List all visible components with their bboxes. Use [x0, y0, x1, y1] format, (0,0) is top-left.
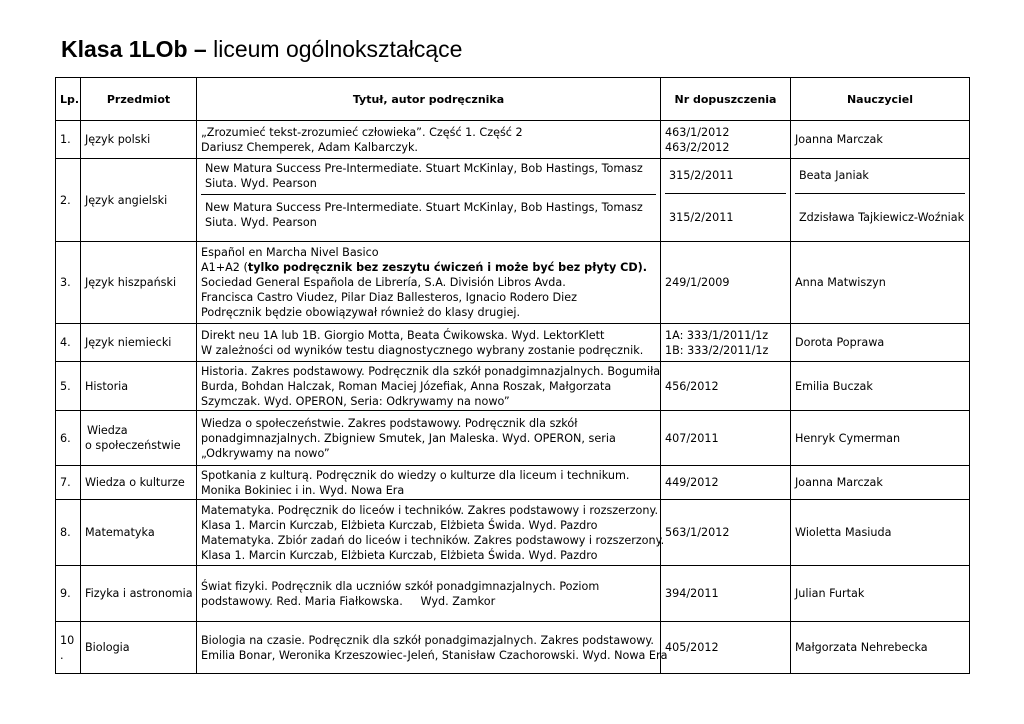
book-line: Sociedad General Española de Librería, S.A. División Libros Avda. — [201, 276, 566, 289]
row-teacher: Anna Matwiszyn — [791, 242, 970, 324]
book-line: Świat fizyki. Podręcznik dla uczniów szkół ponadgimnazjalnych. Poziom — [201, 579, 600, 593]
row-teacher: Joanna Marczak — [791, 466, 970, 500]
table-row — [56, 159, 970, 242]
row-book — [197, 466, 661, 500]
row-teacher: Małgorzata Nehrebecka — [791, 622, 970, 674]
book-line: „Zrozumieć tekst-zrozumieć człowieka”. Część 1. Część 2 — [201, 125, 523, 139]
book-line: ponadgimnazjalnych. Zbigniew Smutek, Jan Maleska. Wyd. OPERON, seria — [201, 431, 616, 445]
header-nr: Nr dopuszczenia — [661, 78, 791, 121]
table-row — [56, 324, 970, 362]
book-line: Szymczak. Wyd. OPERON, Seria: Odkrywamy na nowo” — [201, 394, 510, 408]
row-subject: Historia — [81, 362, 197, 411]
row-lp: 5. — [56, 362, 81, 411]
subject-line: o społeczeństwie — [85, 439, 181, 452]
book-subcell — [201, 160, 656, 194]
row-subject: Fizyka i astronomia — [81, 566, 197, 622]
row-teacher: Henryk Cymerman — [791, 411, 970, 466]
book-line: W zależności od wyników testu diagnostycznego wybrany zostanie podręcznik. — [201, 343, 644, 357]
row-nr — [661, 324, 791, 362]
table-row — [56, 411, 970, 466]
row-lp: 3. — [56, 242, 81, 324]
row-teacher: Wioletta Masiuda — [791, 500, 970, 566]
row-teacher — [791, 159, 970, 242]
book-line: podstawowy. Red. Maria Fiałkowska. Wyd. Zamkor — [201, 594, 496, 608]
page-title-school-type: liceum ogólnokształcące — [213, 36, 463, 62]
row-nr: 563/1/2012 — [661, 500, 791, 566]
table-row — [56, 242, 970, 324]
page-title-class: Klasa 1LOb – — [61, 36, 207, 62]
book-line: New Matura Success Pre-Intermediate. Stuart McKinlay, Bob Hastings, Tomasz Siuta. Wyd. Pearson — [205, 200, 643, 229]
textbook-table — [55, 77, 970, 674]
book-line: Direkt neu 1A lub 1B. Giorgio Motta, Beata Ćwikowska. Wyd. LektorKlett — [201, 328, 605, 342]
table-row — [56, 362, 970, 411]
table-row — [56, 500, 970, 566]
row-lp: 7. — [56, 466, 81, 500]
nr-subcell: 315/2/2011 — [665, 193, 786, 241]
row-subject: Język niemiecki — [81, 324, 197, 362]
row-teacher: Joanna Marczak — [791, 121, 970, 159]
table-row — [56, 466, 970, 500]
row-lp: 6. — [56, 411, 81, 466]
row-teacher: Emilia Buczak — [791, 362, 970, 411]
book-line: Burda, Bohdan Halczak, Roman Maciej Józefiak, Anna Roszak, Małgorzata — [201, 379, 612, 393]
row-nr — [661, 159, 791, 242]
nr-line: 463/1/2012 — [665, 125, 730, 139]
nr-subcell: 315/2/2011 — [669, 169, 734, 182]
row-nr: 405/2012 — [661, 622, 791, 674]
book-line-bold-note: tylko podręcznik bez zeszytu ćwiczeń i może być bez płyty CD). — [247, 261, 648, 274]
row-book — [197, 242, 661, 324]
row-subject: Matematyka — [81, 500, 197, 566]
row-nr: 394/2011 — [661, 566, 791, 622]
table-row — [56, 121, 970, 159]
teacher-subcell: Beata Janiak — [799, 169, 869, 182]
book-line: Wiedza o społeczeństwie. Zakres podstawowy. Podręcznik dla szkół — [201, 416, 578, 430]
book-line: Podręcznik będzie obowiązywał również do klasy drugiej. — [201, 306, 521, 319]
table-row — [56, 622, 970, 674]
nr-line: 1A: 333/1/2011/1z — [665, 328, 769, 342]
book-line: Spotkania z kulturą. Podręcznik do wiedzy o kulturze dla liceum i technikum. — [201, 468, 630, 482]
row-subject: Język hiszpański — [81, 242, 197, 324]
row-nr: 249/1/2009 — [661, 242, 791, 324]
row-book — [197, 121, 661, 159]
lp-line: 10 — [60, 633, 75, 647]
row-lp: 8. — [56, 500, 81, 566]
row-nr: 407/2011 — [661, 411, 791, 466]
row-subject — [81, 411, 197, 466]
book-line: Klasa 1. Marcin Kurczab, Elżbieta Kurczab, Elżbieta Świda. Wyd. Pazdro — [201, 518, 598, 532]
row-subject: Wiedza o kulturze — [81, 466, 197, 500]
book-line: Biologia na czasie. Podręcznik dla szkół ponadgimazjalnych. Zakres podstawowy. — [201, 633, 654, 647]
header-book: Tytuł, autor podręcznika — [197, 78, 661, 121]
row-nr: 449/2012 — [661, 466, 791, 500]
nr-line: 463/2/2012 — [665, 140, 730, 154]
row-book — [197, 622, 668, 674]
book-line: Historia. Zakres podstawowy. Podręcznik dla szkół ponadgimnazjalnych. Bogumiła — [201, 364, 661, 378]
row-lp: 9. — [56, 566, 81, 622]
book-line: Francisca Castro Viudez, Pilar Diaz Ballesteros, Ignacio Rodero Diez — [201, 291, 577, 304]
row-lp: 2. — [56, 159, 81, 242]
book-line — [201, 260, 656, 275]
row-lp — [56, 622, 81, 674]
row-book — [197, 566, 661, 622]
book-line-part: A1+A2 ( — [201, 261, 248, 274]
row-book — [197, 324, 661, 362]
row-lp: 4. — [56, 324, 81, 362]
book-line: New Matura Success Pre-Intermediate. Stuart McKinlay, Bob Hastings, Tomasz Siuta. Wyd. Pearson — [205, 161, 643, 190]
table-row — [56, 566, 970, 622]
nr-line: 1B: 333/2/2011/1z — [665, 343, 769, 357]
table-header-row — [56, 78, 970, 121]
book-line: Emilia Bonar, Weronika Krzeszowiec-Jeleń, Stanisław Czachorowski. Wyd. Nowa Era — [201, 648, 668, 662]
row-lp: 1. — [56, 121, 81, 159]
book-line: Klasa 1. Marcin Kurczab, Elżbieta Kurczab, Elżbieta Świda. Wyd. Pazdro — [201, 548, 598, 562]
book-subcell — [201, 194, 656, 241]
book-line: Monika Bokiniec i in. Wyd. Nowa Era — [201, 483, 405, 497]
header-subject: Przedmiot — [81, 78, 197, 121]
row-nr: 456/2012 — [661, 362, 791, 411]
row-nr — [661, 121, 791, 159]
row-teacher: Dorota Poprawa — [791, 324, 970, 362]
row-subject: Biologia — [81, 622, 197, 674]
row-book — [197, 362, 661, 411]
row-subject: Język polski — [81, 121, 197, 159]
row-book — [197, 159, 661, 242]
book-line: Matematyka. Podręcznik do liceów i techników. Zakres podstawowy i rozszerzony. — [201, 503, 659, 517]
book-line: Dariusz Chemperek, Adam Kalbarczyk. — [201, 140, 418, 154]
row-teacher: Julian Furtak — [791, 566, 970, 622]
row-book — [197, 500, 665, 566]
book-line: „Odkrywamy na nowo” — [201, 446, 330, 460]
teacher-subcell: Zdzisława Tajkiewicz-Woźniak — [795, 193, 965, 241]
book-line: Matematyka. Zbiór zadań do liceów i techników. Zakres podstawowy i rozszerzony. — [201, 533, 665, 547]
header-lp: Lp. — [56, 78, 81, 121]
lp-line: . — [60, 648, 64, 662]
subject-line: Wiedza — [87, 424, 128, 437]
book-line: Español en Marcha Nivel Basico — [201, 246, 379, 259]
header-teacher: Nauczyciel — [791, 78, 970, 121]
row-book — [197, 411, 661, 466]
row-subject: Język angielski — [81, 159, 197, 242]
page-title — [61, 36, 462, 63]
